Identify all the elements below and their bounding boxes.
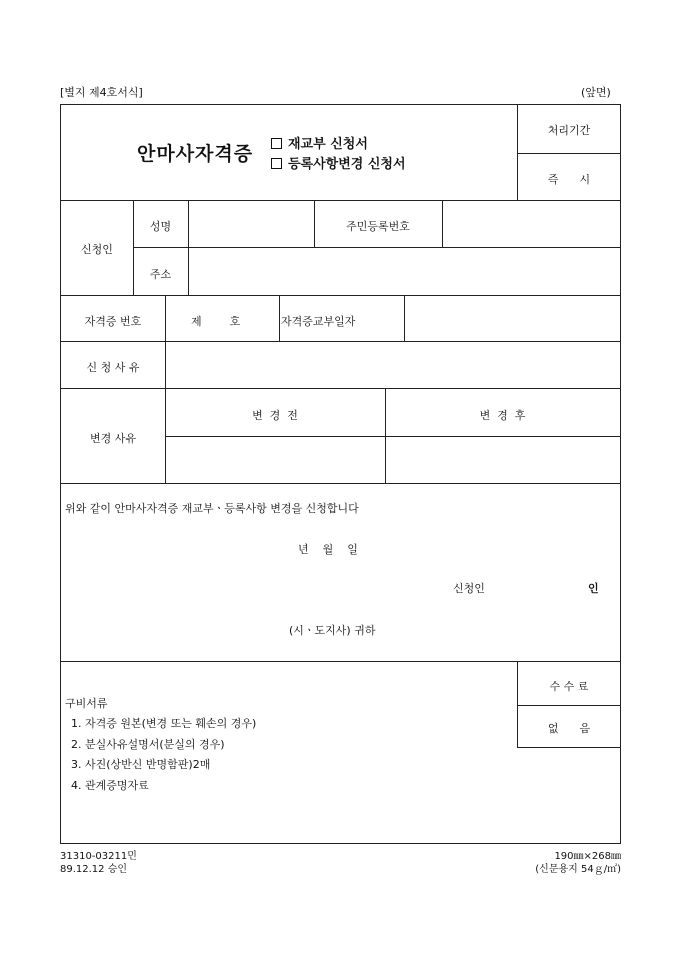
reason-field[interactable]	[171, 359, 611, 375]
paper-type: (신문용지 54ｇ/㎡)	[535, 864, 621, 875]
document-item: 4. 관계증명자료	[71, 779, 149, 792]
fee-row-divider	[517, 747, 621, 748]
row-divider	[61, 483, 620, 484]
rrn-field[interactable]	[448, 218, 613, 234]
license-col-divider	[404, 295, 405, 341]
fee-label: 수 수 료	[549, 680, 589, 693]
issue-date-field[interactable]	[411, 313, 611, 329]
reissue-checkbox[interactable]	[271, 138, 282, 149]
change-checkbox[interactable]	[271, 158, 282, 169]
reason-col-divider	[165, 341, 166, 388]
rrn-label: 주민등록번호	[346, 220, 410, 233]
option-reissue[interactable]	[271, 133, 368, 152]
applicant-row-divider	[133, 247, 620, 248]
row-divider	[61, 295, 620, 296]
required-documents-title: 구비서류	[65, 697, 108, 710]
row-divider	[61, 341, 620, 342]
row-divider	[61, 200, 620, 201]
option-change[interactable]	[271, 153, 406, 172]
change-reason-label: 변경 사유	[89, 432, 136, 445]
processing-divider	[517, 153, 621, 154]
row-divider	[61, 661, 620, 662]
document-item: 1. 자격증 원본(변경 또는 훼손의 경우)	[71, 717, 257, 730]
form-title: 안마사자격증	[137, 143, 254, 165]
option-change-label: 등록사항변경 신청서	[288, 157, 406, 172]
row-divider	[61, 388, 620, 389]
paper-size: 190㎜×268㎜	[554, 851, 621, 862]
fee-row-divider	[517, 705, 621, 706]
address-label: 주소	[149, 268, 172, 281]
issue-date-label: 자격증교부일자	[281, 315, 356, 328]
license-col-divider	[165, 295, 166, 341]
fee-value: 없 음	[547, 722, 591, 735]
rrn-value-divider	[442, 200, 443, 247]
declaration-statement: 위와 같이 안마사자격증 재교부ㆍ등록사항 변경을 신청합니다	[65, 502, 359, 515]
form-code: 31310-03211민	[60, 851, 137, 862]
applicant-label: 신청인	[81, 243, 113, 256]
change-row-divider	[165, 436, 620, 437]
document-item: 2. 분실사유설명서(분실의 경우)	[71, 738, 225, 751]
license-col-divider	[279, 295, 280, 341]
seal-mark[interactable]: 인	[588, 582, 599, 595]
application-date[interactable]: 년 월 일	[298, 543, 358, 556]
before-change-field[interactable]	[171, 453, 379, 469]
approval-date: 89.12.12 승인	[60, 864, 128, 875]
processing-period-value: 즉 시	[547, 173, 591, 186]
after-change-label: 변 경 후	[479, 409, 526, 422]
name-field[interactable]	[194, 218, 309, 234]
form-number: [별지 제4호서식]	[60, 86, 143, 99]
name-label: 성명	[149, 220, 172, 233]
addressee: (시ㆍ도지사) 귀하	[289, 624, 376, 637]
signer-label: 신청인	[453, 582, 485, 595]
address-field[interactable]	[194, 266, 614, 282]
after-change-field[interactable]	[391, 453, 613, 469]
page-side-label: (앞면)	[581, 86, 611, 99]
before-change-label: 변 경 전	[252, 409, 298, 422]
application-form	[60, 104, 621, 844]
option-reissue-label: 재교부 신청서	[288, 137, 368, 152]
document-item: 3. 사진(상반신 반명함판)2매	[71, 758, 211, 771]
reason-label: 신 청 사 유	[86, 361, 140, 374]
processing-period-label: 처리기간	[547, 124, 591, 137]
license-number-field[interactable]: 제 호	[191, 315, 241, 328]
license-number-label: 자격증 번호	[84, 315, 142, 328]
